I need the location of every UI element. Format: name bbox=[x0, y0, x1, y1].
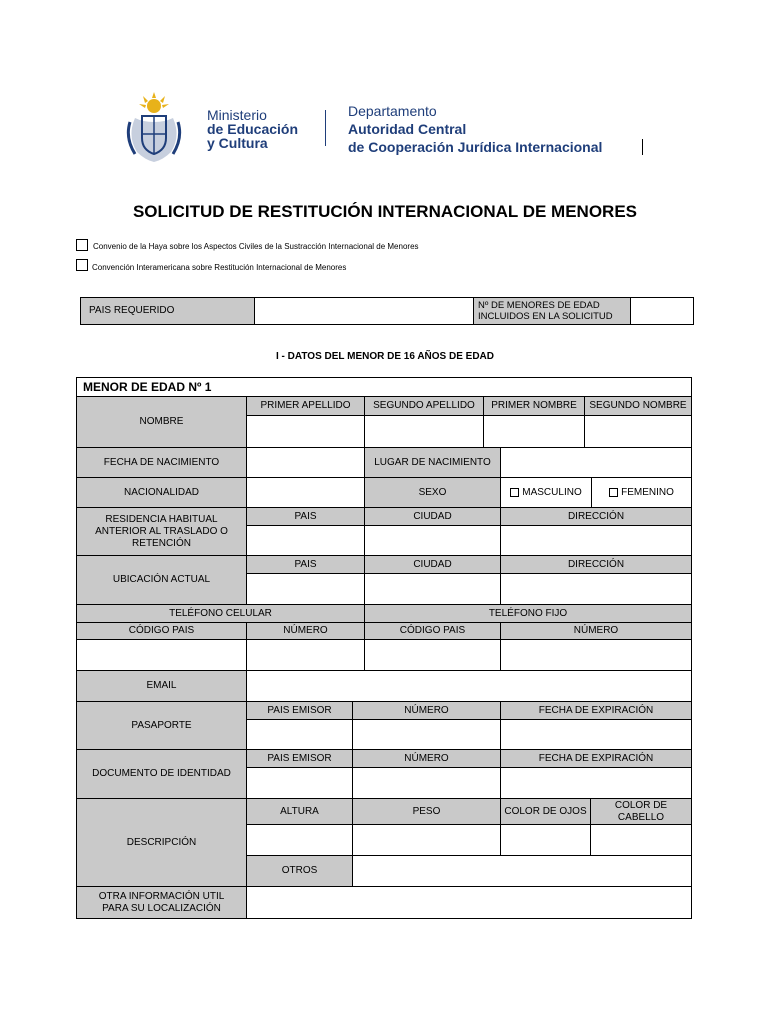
fijo-codigo-pais-input[interactable] bbox=[364, 639, 501, 671]
otros-input[interactable] bbox=[352, 855, 692, 887]
pais-requerido-label: PAIS REQUERIDO bbox=[80, 297, 255, 325]
celular-numero-input[interactable] bbox=[246, 639, 365, 671]
pasaporte-label: PASAPORTE bbox=[76, 701, 247, 750]
num-menores-input[interactable] bbox=[630, 297, 694, 325]
altura-header: ALTURA bbox=[246, 798, 353, 825]
nacionalidad-input[interactable] bbox=[246, 477, 365, 508]
primer-apellido-header: PRIMER APELLIDO bbox=[246, 396, 365, 416]
residencia-pais-input[interactable] bbox=[246, 525, 365, 556]
ubicacion-pais-header: PAIS bbox=[246, 555, 365, 574]
header-cursor-bar bbox=[642, 139, 643, 155]
segundo-apellido-input[interactable] bbox=[364, 415, 484, 448]
email-label: EMAIL bbox=[76, 670, 247, 702]
documento-numero-input[interactable] bbox=[352, 767, 501, 799]
segundo-apellido-header: SEGUNDO APELLIDO bbox=[364, 396, 484, 416]
nombre-label: NOMBRE bbox=[76, 396, 247, 448]
telefono-celular-header: TELÉFONO CELULAR bbox=[76, 604, 365, 623]
ministry-line-1: Ministerio bbox=[207, 107, 267, 123]
primer-nombre-header: PRIMER NOMBRE bbox=[483, 396, 585, 416]
residencia-pais-header: PAIS bbox=[246, 507, 365, 526]
num-menores-label: Nº DE MENORES DE EDAD INCLUIDOS EN LA SOLICITUD bbox=[473, 297, 631, 325]
dept-line-1: Departamento bbox=[348, 103, 437, 119]
residencia-direccion-input[interactable] bbox=[500, 525, 692, 556]
checkbox-interamericana[interactable] bbox=[76, 259, 88, 271]
documento-label: DOCUMENTO DE IDENTIDAD bbox=[76, 749, 247, 799]
color-cabello-header: COLOR DE CABELLO bbox=[590, 798, 692, 825]
pasaporte-pais-emisor-input[interactable] bbox=[246, 719, 353, 750]
ministry-line-3: y Cultura bbox=[207, 135, 268, 151]
femenino-option[interactable] bbox=[591, 477, 692, 508]
femenino-checkbox[interactable] bbox=[609, 488, 618, 497]
altura-input[interactable] bbox=[246, 824, 353, 856]
lugar-nacimiento-label: LUGAR DE NACIMIENTO bbox=[364, 447, 501, 478]
primer-apellido-input[interactable] bbox=[246, 415, 365, 448]
documento-pais-emisor-input[interactable] bbox=[246, 767, 353, 799]
residencia-label: RESIDENCIA HABITUAL ANTERIOR AL TRASLADO O RETENCIÓN bbox=[76, 507, 247, 556]
otra-info-input[interactable] bbox=[246, 886, 692, 919]
nacionalidad-label: NACIONALIDAD bbox=[76, 477, 247, 508]
telefono-fijo-header: TELÉFONO FIJO bbox=[364, 604, 692, 623]
pasaporte-numero-header: NÚMERO bbox=[352, 701, 501, 720]
ubicacion-direccion-input[interactable] bbox=[500, 573, 692, 605]
lugar-nacimiento-input[interactable] bbox=[500, 447, 692, 478]
fecha-nacimiento-input[interactable] bbox=[246, 447, 365, 478]
dept-line-3: de Cooperación Jurídica Internacional bbox=[348, 139, 603, 155]
pasaporte-fecha-expiracion-input[interactable] bbox=[500, 719, 692, 750]
section-title: I - DATOS DEL MENOR DE 16 AÑOS DE EDAD bbox=[276, 351, 494, 362]
pasaporte-fecha-expiracion-header: FECHA DE EXPIRACIÓN bbox=[500, 701, 692, 720]
celular-codigo-pais-header: CÓDIGO PAIS bbox=[76, 622, 247, 640]
pais-requerido-input[interactable] bbox=[254, 297, 474, 325]
uruguay-coat-of-arms-logo bbox=[115, 92, 193, 164]
ubicacion-pais-input[interactable] bbox=[246, 573, 365, 605]
ubicacion-ciudad-input[interactable] bbox=[364, 573, 501, 605]
ministry-line-2: de Educación bbox=[207, 121, 299, 137]
segundo-nombre-header: SEGUNDO NOMBRE bbox=[584, 396, 692, 416]
ubicacion-direccion-header: DIRECCIÓN bbox=[500, 555, 692, 574]
checkbox-haya[interactable] bbox=[76, 239, 88, 251]
residencia-ciudad-input[interactable] bbox=[364, 525, 501, 556]
dept-line-2: Autoridad Central bbox=[348, 121, 467, 137]
header-divider bbox=[325, 110, 326, 146]
fecha-nacimiento-label: FECHA DE NACIMIENTO bbox=[76, 447, 247, 478]
pasaporte-pais-emisor-header: PAIS EMISOR bbox=[246, 701, 353, 720]
masculino-label: MASCULINO bbox=[522, 486, 582, 498]
color-ojos-input[interactable] bbox=[500, 824, 591, 856]
segundo-nombre-input[interactable] bbox=[584, 415, 692, 448]
otra-info-label: OTRA INFORMACIÓN UTIL PARA SU LOCALIZACIÓN bbox=[76, 886, 247, 919]
convention-haya-label: Convenio de la Haya sobre los Aspectos Civiles de la Sustracción Internacional de Menores bbox=[93, 242, 419, 251]
convention-interamericana-label: Convención Interamericana sobre Restitución Internacional de Menores bbox=[92, 263, 347, 272]
masculino-checkbox[interactable] bbox=[510, 488, 519, 497]
fijo-codigo-pais-header: CÓDIGO PAIS bbox=[364, 622, 501, 640]
peso-input[interactable] bbox=[352, 824, 501, 856]
pasaporte-numero-input[interactable] bbox=[352, 719, 501, 750]
femenino-label: FEMENINO bbox=[621, 486, 674, 498]
ubicacion-label: UBICACIÓN ACTUAL bbox=[76, 555, 247, 605]
residencia-direccion-header: DIRECCIÓN bbox=[500, 507, 692, 526]
celular-numero-header: NÚMERO bbox=[246, 622, 365, 640]
color-cabello-input[interactable] bbox=[590, 824, 692, 856]
masculino-option[interactable] bbox=[500, 477, 592, 508]
menor-title: MENOR DE EDAD Nº 1 bbox=[76, 377, 692, 397]
descripcion-label: DESCRIPCIÓN bbox=[76, 798, 247, 887]
email-input[interactable] bbox=[246, 670, 692, 702]
otros-label: OTROS bbox=[246, 855, 353, 887]
fijo-numero-input[interactable] bbox=[500, 639, 692, 671]
documento-numero-header: NÚMERO bbox=[352, 749, 501, 768]
celular-codigo-pais-input[interactable] bbox=[76, 639, 247, 671]
residencia-ciudad-header: CIUDAD bbox=[364, 507, 501, 526]
page-title: SOLICITUD DE RESTITUCIÓN INTERNACIONAL DE MENORES bbox=[132, 202, 638, 221]
fijo-numero-header: NÚMERO bbox=[500, 622, 692, 640]
peso-header: PESO bbox=[352, 798, 501, 825]
color-ojos-header: COLOR DE OJOS bbox=[500, 798, 591, 825]
sexo-label: SEXO bbox=[364, 477, 501, 508]
documento-pais-emisor-header: PAIS EMISOR bbox=[246, 749, 353, 768]
ubicacion-ciudad-header: CIUDAD bbox=[364, 555, 501, 574]
primer-nombre-input[interactable] bbox=[483, 415, 585, 448]
documento-fecha-expiracion-header: FECHA DE EXPIRACIÓN bbox=[500, 749, 692, 768]
documento-fecha-expiracion-input[interactable] bbox=[500, 767, 692, 799]
